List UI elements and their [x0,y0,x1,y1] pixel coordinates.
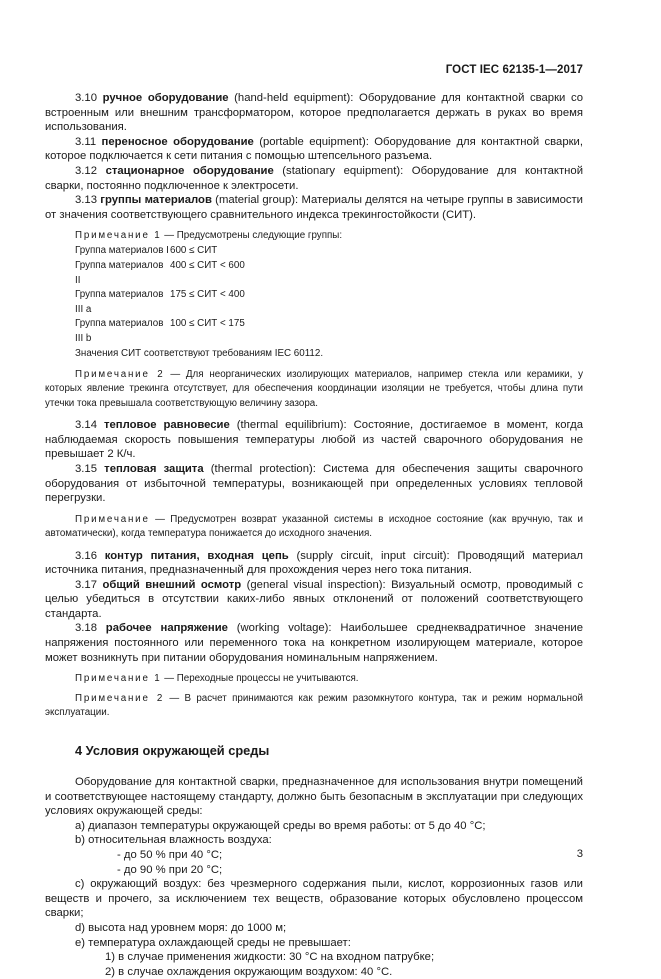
condition-e-2: 2) в случае охлаждения окружающим воздухом: 40 °С. [105,965,393,978]
condition-e-1: 1) в случае применения жидкости: 30 °С на входном патрубке; [105,951,435,964]
term-3-17: 3.17 общий внешний осмотр (general visual inspection): Визуальный осмотр, проводимый с целью убедиться в отсутствии каких-либо явных отклонений от положений соответствующего стандарта. [45,578,583,620]
term-3-10: 3.10 ручное оборудование (hand-held equipment): Оборудование для контактной сварки со встроенным или внешним трансформатором, которое предполагается держать в руках во время использования. [45,92,584,134]
term-3-12: 3.12 стационарное оборудование (stationary equipment): Оборудование для контактной сварки, постоянно подключенное к электросети. [45,164,584,192]
condition-a: a) диапазон температуры окружающей среды во время работы: от 5 до 40 °С; [75,819,486,832]
section-4-intro: Оборудование для контактной сварки, предназначенное для использования внутри помещений и соответствующее настоящему стандарту, должно быть безопасным в эксплуатации при следующих условиях окружающей среды: [45,776,583,818]
term-3-13: 3.13 группы материалов (material group): Материалы делятся на четыре группы в зависимости от значения соответствующего сравнительного индекса трекингостойкости (СИТ). [45,194,583,221]
table-row: Группа материалов I 600 ≤ СИТ [75,244,218,256]
table-row: Группа материалов II 400 ≤ СИТ < 600 [75,259,245,286]
note-4: Примечание 1 — Переходные процессы не учитываются. [75,673,359,685]
condition-b: b) относительная влажность воздуха: [75,834,272,847]
term-3-16: 3.16 контур питания, входная цепь (supply circuit, input circuit): Проводящий материал источника питания, предназначенный для прохождения через него тока питания. [45,549,584,577]
term-3-15: 3.15 тепловая защита (thermal protection): Система для обеспечения защиты сварочного оборудования от избыточной температуры, возникающей при определенных условиях тепловой перегрузки. [45,462,583,505]
condition-e: e) температура охлаждающей среды не превышает: [75,936,351,949]
material-groups-table [75,244,245,347]
page-content [45,91,583,979]
term-3-14: 3.14 тепловое равновесие (thermal equilibrium): Состояние, достигаемое в момент, когда наблюдаемая скорость повышения температуры любой из частей сварочного оборудования не превышает 2 К/ч. [45,419,584,461]
table-row: Группа материалов III b 100 ≤ СИТ < 175 [75,318,245,344]
note-1: Примечание 1 — Предусмотрены следующие группы: [75,230,343,242]
note-1-footer: Значения СИТ соответствуют требованиям IEC 60112. [75,347,324,359]
condition-d: d) высота над уровнем моря: до 1000 м; [75,922,287,934]
table-row: Группа материалов III a 175 ≤ СИТ < 400 [75,289,245,315]
note-5: Примечание 2 — В расчет принимаются как режим разомкнутого контура, так и режим нормальной эксплуатации. [45,692,583,719]
page-number: 3 [576,848,583,860]
section-4-title: 4 Условия окружающей среды [75,743,270,759]
document-code: ГОСТ IEC 62135-1—2017 [445,64,583,76]
note-2: Примечание 2 — Для неорганических изолирующих материалов, например стекла или керамики, у которых явление трекинга отсутствует, для обеспечения координации изоляции не требуется, чтобы длина пути утечки тока превышала соответствующую величину зазора. [45,368,583,409]
term-3-18: 3.18 рабочее напряжение (working voltage): Наибольшее среднеквадратичное значение напряжения постоянного или переменного тока на конкретном изолирующем материале, которое может возникнуть при питании оборудования номинальным напряжением. [45,622,584,664]
condition-c: c) окружающий воздух: без чрезмерного содержания пыли, кислот, коррозионных газов или веществ и прочего, за исключением тех веществ, образование которых обусловлено процессом сварки; [45,878,583,920]
condition-b-1: - до 50 % при 40 °С; [117,849,223,862]
term-3-11: 3.11 переносное оборудование (portable equipment): Оборудование для контактной сварки, которое подключается к сети питания с помощью штепсельного разъема. [45,135,584,163]
condition-b-2: - до 90 % при 20 °С; [117,863,223,876]
note-3: Примечание — Предусмотрен возврат указанной системы в исходное состояние (как вручную, так и автоматически), когда температура понижается до исходного значения. [45,513,583,540]
